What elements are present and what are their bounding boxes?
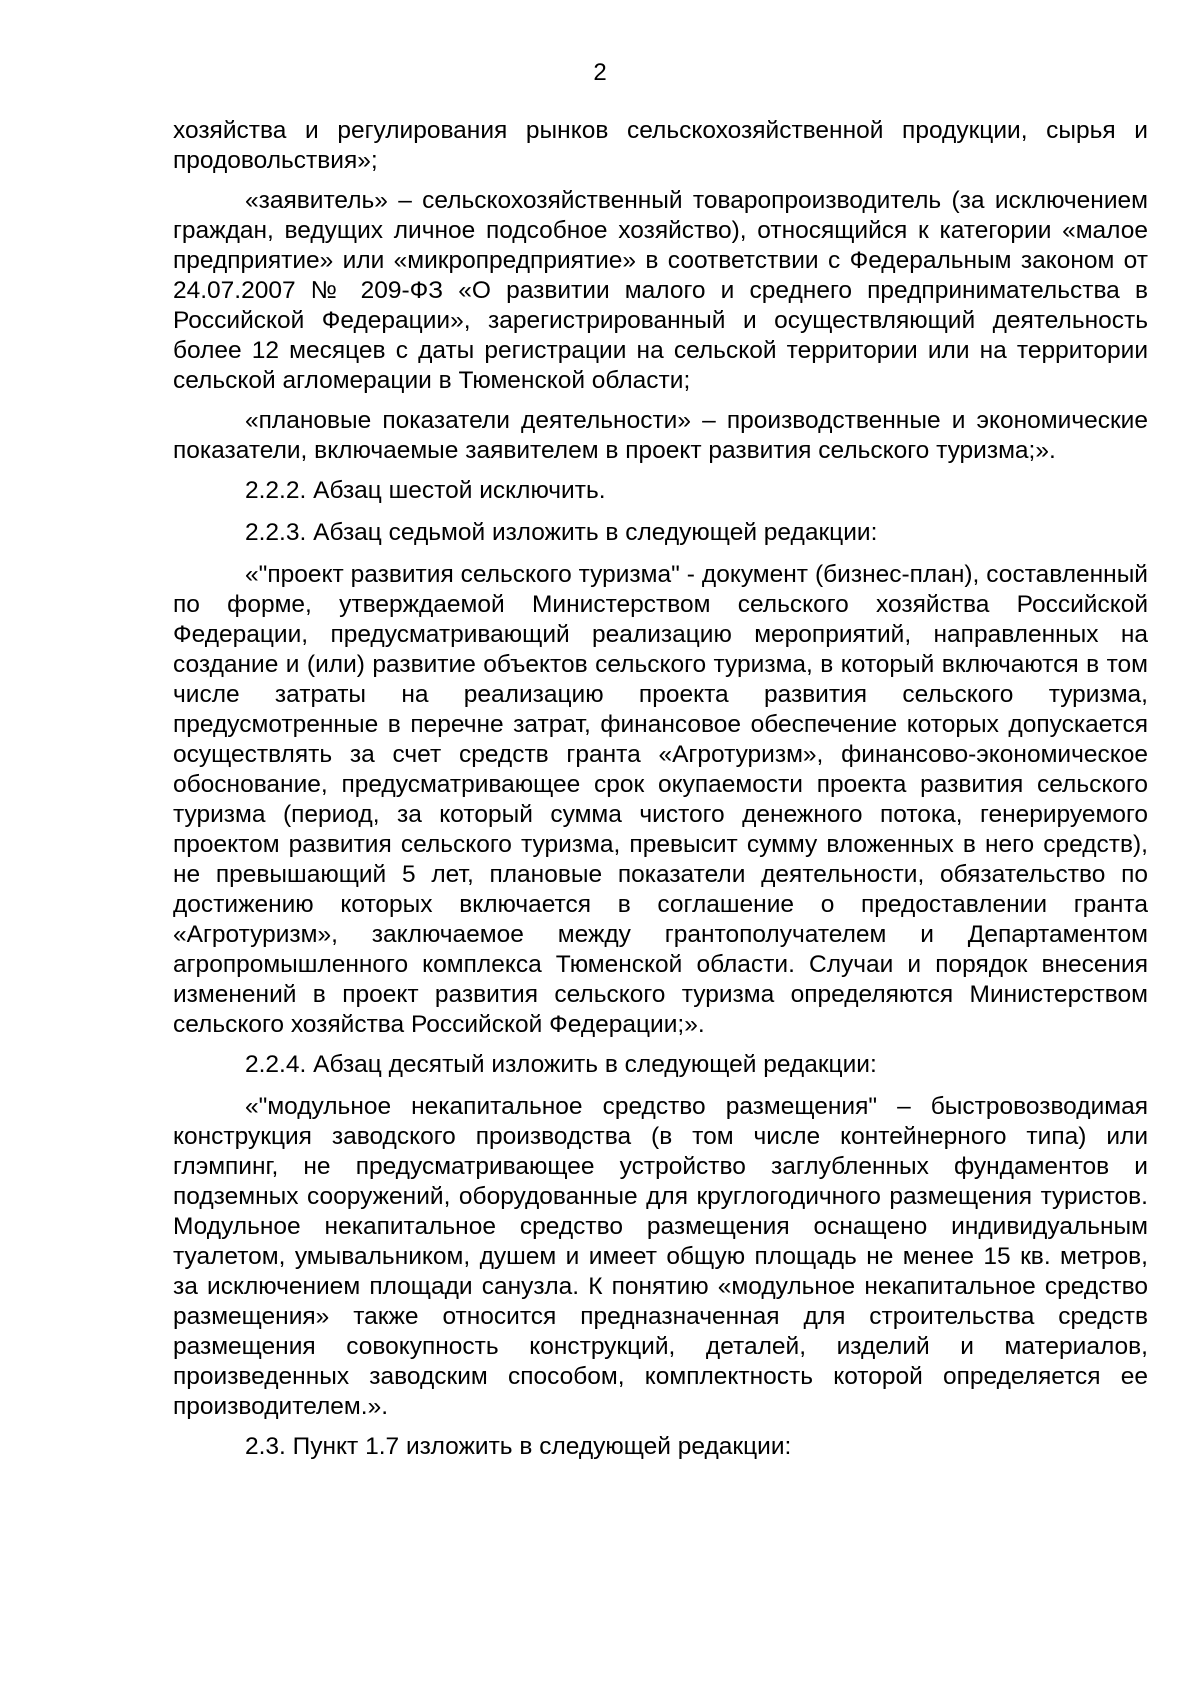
clause-2-2-3: 2.2.3. Абзац седьмой изложить в следующей редакции: <box>245 519 878 546</box>
clause-2-2-2: 2.2.2. Абзац шестой исключить. <box>245 477 606 504</box>
definition-applicant: «заявитель» – сельскохозяйственный товаропроизводитель (за исключением граждан, ведущих личное подсобное хозяйство), относящийся к категории «малое предприятие» или «микропредприятие» в соответствии с Федеральным законом от 24.07.2007 № 209-ФЗ «О развитии малого и среднего предпринимательства в Российской Федерации», зарегистрированный и осуществляющий деятельность более 12 месяцев с даты регистрации на сельской территории или на территории сельской агломерации в Тюменской области; <box>173 187 1148 394</box>
definition-tourism-project: «"проект развития сельского туризма" - документ (бизнес-план), составленный по форме, утверждаемой Министерством сельского хозяйства Российской Федерации, предусматривающий реализацию мероприятий, направленных на создание и (или) развитие объектов сельского туризма, в который включаются в том числе затраты на реализацию проекта развития сельского туризма, предусмотренные в перечне затрат, финансовое обеспечение которых допускается осуществлять за счет средств гранта «Агротуризм», финансово-экономическое обоснование, предусматривающее срок окупаемости проекта развития сельского туризма (период, за который сумма чистого денежного потока, генерируемого проектом развития сельского туризма, превысит сумму вложенных в него средств), не превышающий 5 лет, плановые показатели деятельности, обязательство по достижению которых включается в соглашение о предоставлении гранта «Агротуризм», заключаемое между грантополучателем и Департаментом агропромышленного комплекса Тюменской области. Случаи и порядок внесения изменений в проект развития сельского туризма определяются Министерством сельского хозяйства Российской Федерации;». <box>173 561 1148 1038</box>
definition-planned-indicators: «плановые показатели деятельности» – производственные и экономические показатели, включаемые заявителем в проект развития сельского туризма;». <box>173 407 1148 464</box>
clause-2-3: 2.3. Пункт 1.7 изложить в следующей редакции: <box>245 1433 792 1460</box>
definition-modular-accommodation: «"модульное некапитальное средство размещения" – быстровозводимая конструкция заводского производства (в том числе контейнерного типа) или глэмпинг, не предусматривающее устройство заглубленных фундаментов и подземных сооружений, оборудованные для круглогодичного размещения туристов. Модульное некапитальное средство размещения оснащено индивидуальным туалетом, умывальником, душем и имеет общую площадь не менее 15 кв. метров, за исключением площади санузла. К понятию «модульное некапитальное средство размещения» также относится предназначенная для строительства средств размещения совокупность конструкций, деталей, изделий и материалов, произведенных заводским способом, комплектность которой определяется ее производителем.». <box>173 1093 1148 1420</box>
clause-2-2-4: 2.2.4. Абзац десятый изложить в следующей редакции: <box>245 1051 877 1078</box>
paragraph-continuation: хозяйства и регулирования рынков сельскохозяйственной продукции, сырья и продовольствия»; <box>173 117 1148 174</box>
page-number: 2 <box>593 59 607 86</box>
document-body <box>173 116 1148 1474</box>
